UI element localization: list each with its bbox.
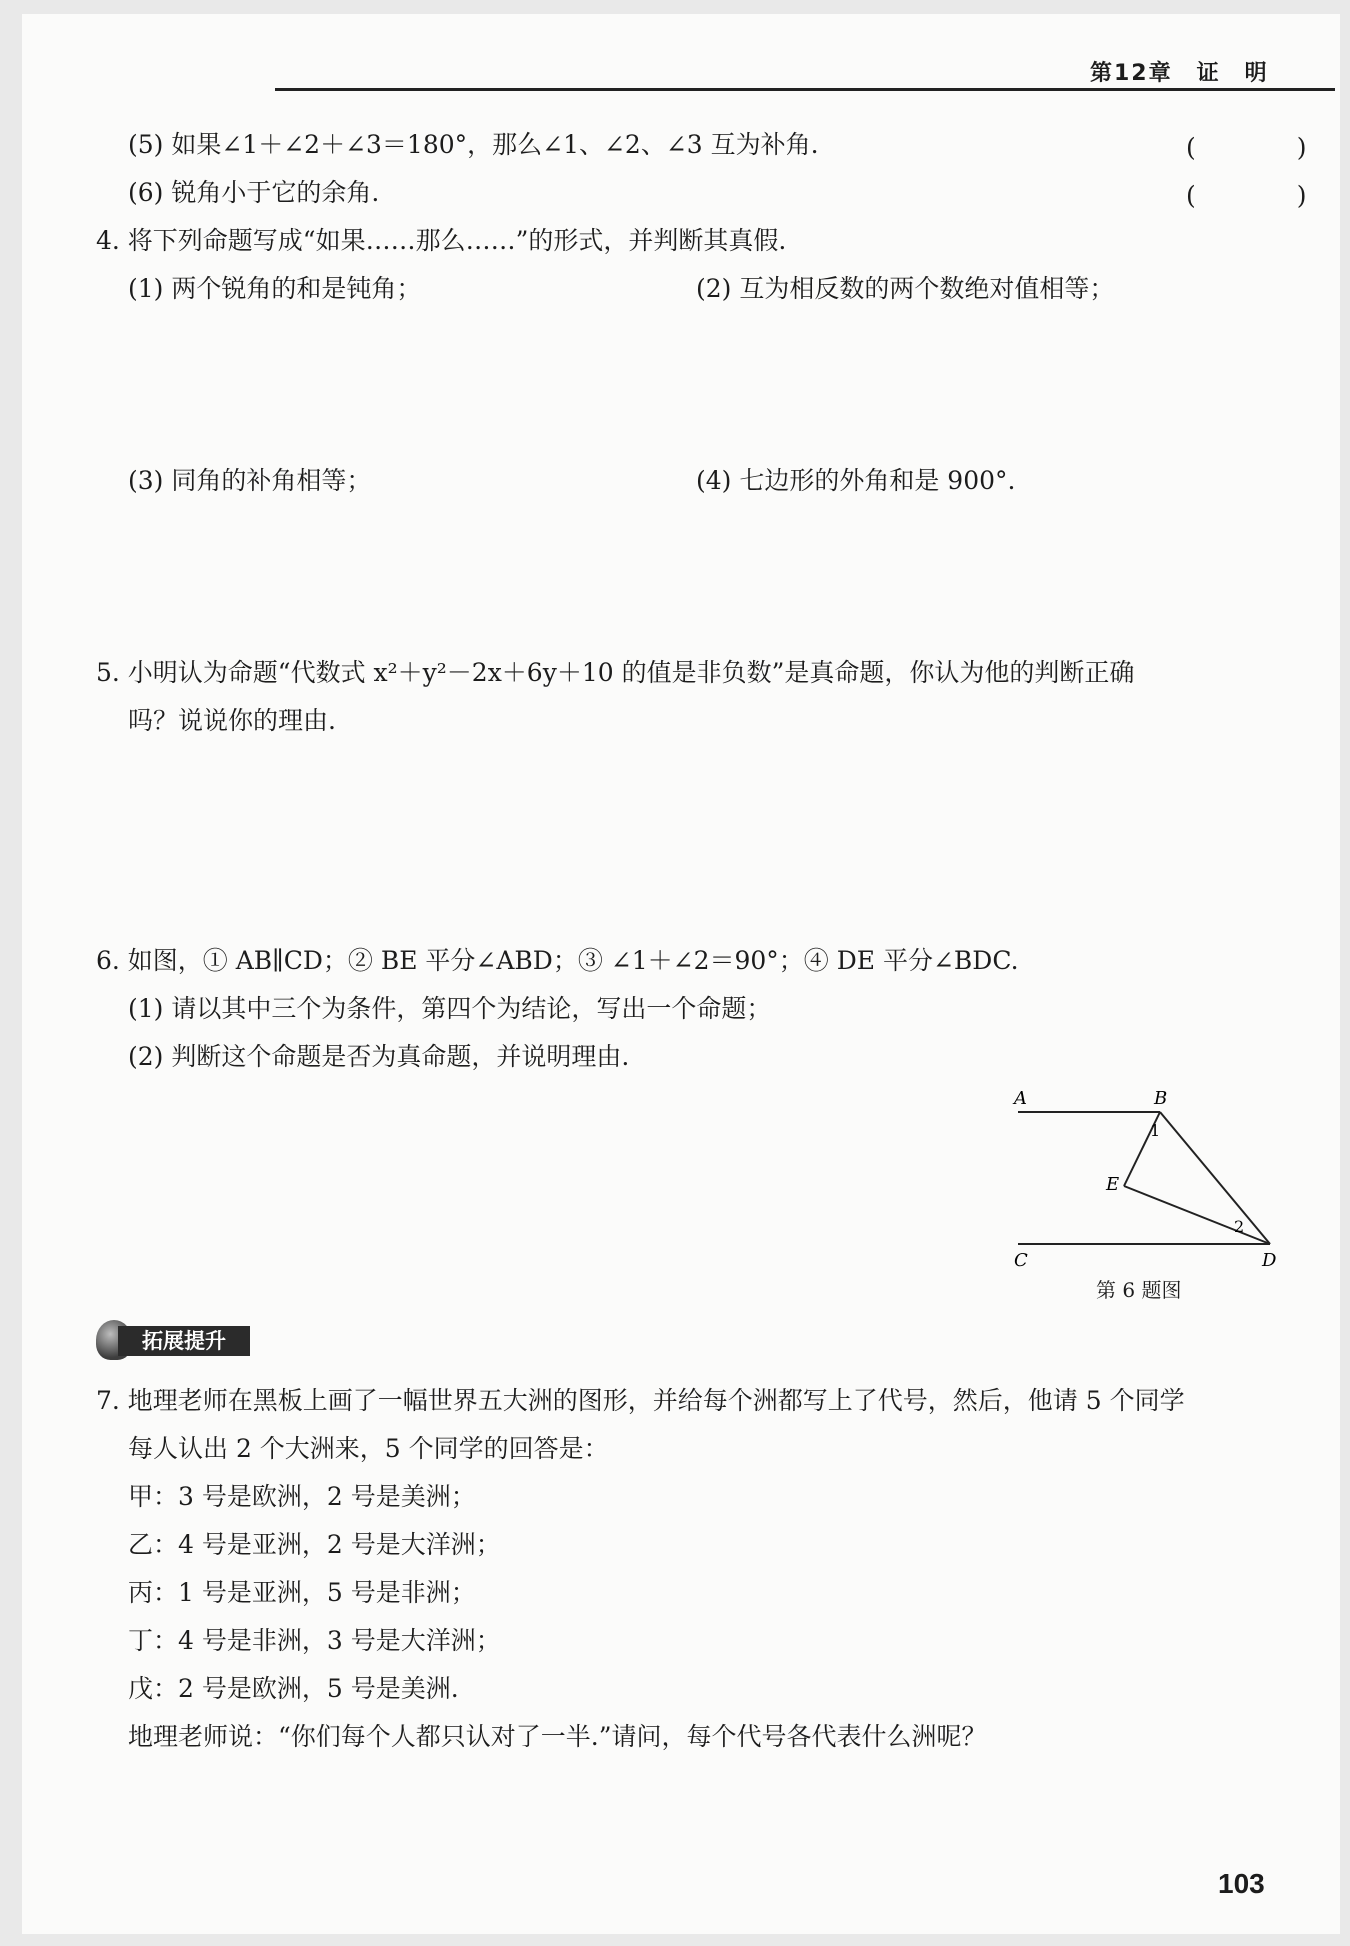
label-d: D <box>1262 1250 1277 1271</box>
q7-answer-ding: 丁：4 号是非洲，3 号是大洋洲； <box>128 1626 501 1655</box>
q6-item-2: (2) 判断这个命题是否为真命题，并说明理由. <box>128 1042 630 1071</box>
q6-item-1: (1) 请以其中三个为条件，第四个为结论，写出一个命题； <box>128 994 772 1023</box>
label-angle-2: 2 <box>1234 1217 1245 1236</box>
section-badge <box>96 1320 256 1360</box>
label-b: B <box>1154 1088 1168 1109</box>
q4-item-1: (1) 两个锐角的和是钝角； <box>128 274 422 303</box>
q7-answer-yi: 乙：4 号是亚洲，2 号是大洋洲； <box>128 1530 501 1559</box>
q5-line-1: 5. 小明认为命题“代数式 x²＋y²－2x＋6y＋10 的值是非负数”是真命题，你认为他的判断正确 <box>96 658 1135 687</box>
q7-answer-jia: 甲：3 号是欧洲，2 号是美洲； <box>128 1482 476 1511</box>
q7-line-1: 7. 地理老师在黑板上画了一幅世界五大洲的图形，并给每个洲都写上了代号，然后，他请 5 个同学 <box>96 1386 1185 1415</box>
label-angle-1: 1 <box>1150 1121 1161 1140</box>
q4-item-4: (4) 七边形的外角和是 900°. <box>696 466 1016 495</box>
label-a: A <box>1014 1088 1027 1109</box>
label-e: E <box>1106 1174 1120 1195</box>
q4-item-3: (3) 同角的补角相等； <box>128 466 372 495</box>
q7-line-2: 每人认出 2 个大洲来，5 个同学的回答是： <box>128 1434 609 1463</box>
q6-stem: 6. 如图，① AB∥CD；② BE 平分∠ABD；③ ∠1＋∠2＝90°；④ DE 平分∠BDC. <box>96 946 1019 975</box>
q3-item-6: (6) 锐角小于它的余角. <box>128 178 380 207</box>
label-c: C <box>1014 1250 1028 1271</box>
q7-answer-wu: 戊：2 号是欧洲，5 号是美洲. <box>128 1674 459 1703</box>
page-number: 103 <box>1218 1868 1265 1899</box>
section-title: 拓展提升 <box>118 1326 250 1356</box>
q4-stem: 4. 将下列命题写成“如果……那么……”的形式，并判断其真假. <box>96 226 787 255</box>
q3-item-5: (5) 如果∠1＋∠2＋∠3＝180°，那么∠1、∠2、∠3 互为补角. <box>128 130 819 159</box>
chapter-header: 第12章 证 明 <box>1090 61 1269 86</box>
q7-answer-bing: 丙：1 号是亚洲，5 号是非洲； <box>128 1578 476 1607</box>
q3-item-6-answer-blank[interactable]: ( ) <box>1186 181 1345 210</box>
header-rule <box>275 88 1335 91</box>
q4-item-2: (2) 互为相反数的两个数绝对值相等； <box>696 274 1115 303</box>
figure-caption: 第 6 题图 <box>1096 1278 1182 1302</box>
q7-closing: 地理老师说：“你们每个人都只认对了一半.”请问，每个代号各代表什么洲呢？ <box>128 1722 987 1751</box>
segment-bd <box>1160 1112 1270 1244</box>
q5-line-2: 吗？说说你的理由. <box>128 706 336 735</box>
q3-item-5-answer-blank[interactable]: ( ) <box>1186 133 1345 162</box>
segment-ed <box>1124 1186 1270 1244</box>
q6-figure <box>1000 1086 1290 1276</box>
